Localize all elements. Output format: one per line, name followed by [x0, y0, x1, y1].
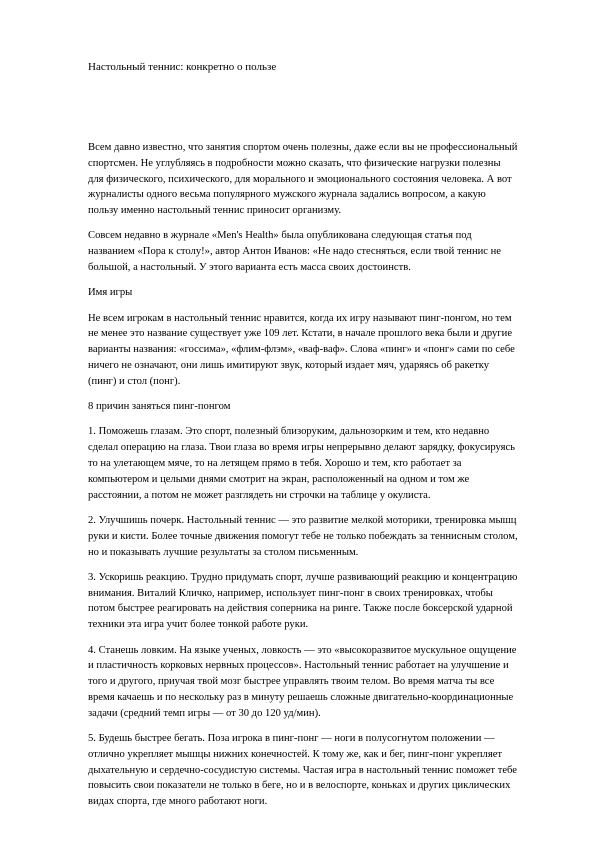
reason-paragraph-5: 5. Будешь быстрее бегать. Поза игрока в пинг-понг — ноги в полусогнутом положении — отлично укрепляет мышцы нижних конечностей. К тому же, как и бег, пинг-понг укрепляет дыхательную и сердечно-сосудистую системы. Частая игра в настольный теннис поможет тебе повысить свои показатели не только в беге, но и в велоспорте, коньках и других циклических видах спорта, где много работают ноги. — [88, 733, 517, 808]
mens-health-paragraph: Совсем недавно в журнале «Men's Health» была опубликована следующая статья под названием «Пора к столу!», автор Антон Иванов: «Не надо стесняться, если твой теннис не большой, а настольный. У этого варианта есть масса своих достоинств. — [88, 230, 502, 274]
section-heading-game-name: Имя игры — [88, 287, 133, 299]
reason-paragraph-3: 3. Ускоришь реакцию. Трудно придумать спорт, лучше развивающий реакцию и концентрацию внимания. Виталий Кличко, например, использует пинг-понг в своих тренировках, чтобы потом быстрее реагировать на действия соперника на ринге. Также после боксерской ударной техники эта игра учит более тонкой работе руки. — [88, 571, 518, 631]
section-heading-reasons: 8 причин заняться пинг-понгом — [88, 401, 231, 413]
intro-paragraph: Всем давно известно, что занятия спортом очень полезны, даже если вы не профессиональный спортсмен. Не углубляясь в подробности можно сказать, что физические нагрузки полезны для физического, психического, для морального и эмоционального состояния человека. А вот журналисты одного весьма популярного мужского журнала задались вопросом, а какую пользу именно настольный теннис приносит организму. — [88, 142, 518, 217]
game-name-paragraph: Не всем игрокам в настольный теннис нравится, когда их игру называют пинг-понгом, но тем не менее это название существует уже 109 лет. Кстати, в начале прошлого века были и другие варианты названия: «госсима», «флим-флэм», «ваф-ваф». Слова «пинг» и «понг» сами по себе ничего не означают, они лишь имитируют звук, который издает мяч, ударяясь об ракетку (пинг) и стол (понг). — [88, 312, 515, 387]
reason-paragraph-2: 2. Улучшишь почерк. Настольный теннис — это развитие мелкой моторики, тренировка мышц руки и кисти. Более точные движения помогут тебе не только побеждать за теннисным столом, но и показывать лучшие результаты за столом письменным. — [88, 514, 518, 558]
document-title: Настольный теннис: конкретно о пользе — [88, 61, 277, 73]
reason-paragraph-1: 1. Поможешь глазам. Это спорт, полезный близоруким, дальнозорким и тем, кто недавно сделал операцию на глаза. Твои глаза во время игры непрерывно делают зарядку, фокусируясь то на улетающем мяче, то на летящем прямо в тебя. Хорошо и тем, кто работает за компьютером и целыми днями смотрит на экран, расположенный на одном и том же расстоянии, а потом не может разглядеть ни строчки на таблице у окулиста. — [88, 426, 515, 501]
document-body — [88, 140, 518, 819]
reason-paragraph-4: 4. Станешь ловким. На языке ученых, ловкость — это «высокоразвитое мускульное ощущение и пластичность корковых нервных процессов». Настольный теннис работает на улучшение и того и другого, приучая твой мозг быстрее управлять твоим телом. Во время матча ты все время качаешь и по нескольку раз в минуту решаешь сложные двигательно-координационные задачи (средний темп игры — от 30 до 120 уд/мин). — [88, 644, 517, 719]
